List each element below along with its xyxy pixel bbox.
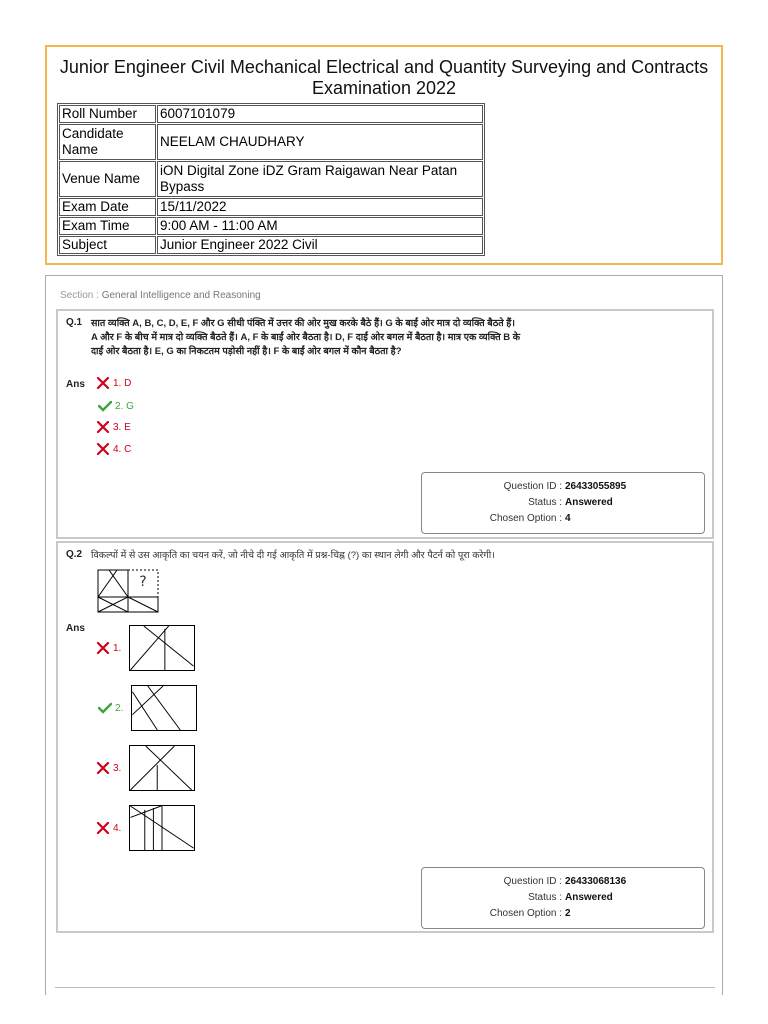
response-sheet xyxy=(45,275,723,995)
cross-mark-icon xyxy=(96,421,110,433)
roll-number-label: Roll Number xyxy=(59,105,156,123)
option-4 xyxy=(96,822,121,834)
question-id-value: 26433055895 xyxy=(565,481,627,492)
check-mark-icon xyxy=(98,400,112,412)
exam-time-value: 9:00 AM - 11:00 AM xyxy=(157,217,483,235)
venue-name-value: iON Digital Zone iDZ Gram Raigawan Near Patan Bypass xyxy=(157,161,483,197)
chosen-option-label: Chosen Option : xyxy=(489,513,562,524)
subject-value: Junior Engineer 2022 Civil xyxy=(157,236,483,254)
exam-date-label: Exam Date xyxy=(59,198,156,216)
question-number: Q.2 xyxy=(66,549,83,560)
option-1 xyxy=(96,377,131,389)
question-text: विकल्पों में से उस आकृति का चयन करें, जो नीचे दी गई आकृति में प्रश्न-चिह्न (?) का स्थान लेगी और पैटर्न को पूरा करेगी। xyxy=(91,550,495,561)
question-figure xyxy=(97,569,159,613)
status-label: Status : xyxy=(528,497,562,508)
question-id-label: Question ID : xyxy=(503,481,562,492)
question-text: सात व्यक्ति A, B, C, D, E, F और G सीधी पंक्ति में उत्तर की ओर मुख करके बैठे हैं। G के बाईं ओर मात्र दो व्यक्ति बैठते हैं। A और F के बीच में मात्र दो व्यक्ति बैठते हैं। A, F के बाईं ओर बैठता है। D, F दाईं ओर बगल में बैठता है। मात्र एक व्यक्ति B के दाईं ओर बैठता है। E, G का निकटतम पड़ोसी नहीं है। F के बाईं ओर बगल में कौन बैठता है? xyxy=(91,318,521,357)
candidate-details-table xyxy=(57,103,485,256)
option-2 xyxy=(98,702,123,714)
question-info-box xyxy=(421,867,705,929)
option-label: 4. xyxy=(113,822,122,834)
table-row xyxy=(59,105,483,123)
question-number: Q.1 xyxy=(66,317,83,328)
cross-mark-icon xyxy=(96,443,110,455)
status-value: Answered xyxy=(565,497,613,508)
exam-header-card xyxy=(45,45,723,265)
option-label: 1. xyxy=(113,642,122,654)
chosen-option-label: Chosen Option : xyxy=(489,908,562,919)
candidate-name-label: Candidate Name xyxy=(59,124,156,160)
option-label: 1. D xyxy=(113,377,132,389)
question-id-value: 26433068136 xyxy=(565,876,627,887)
option-4-figure xyxy=(129,805,195,851)
question-id-label: Question ID : xyxy=(503,876,562,887)
exam-title: Junior Engineer Civil Mechanical Electrical and Quantity Surveying and Contracts Examination 2022 xyxy=(59,57,709,98)
table-row xyxy=(59,124,483,160)
status-label: Status : xyxy=(528,892,562,903)
option-1-figure xyxy=(129,625,195,671)
cross-mark-icon xyxy=(96,822,110,834)
section-prefix: Section : xyxy=(60,290,99,301)
exam-date-value: 15/11/2022 xyxy=(157,198,483,216)
table-row xyxy=(59,217,483,235)
option-2-figure xyxy=(131,685,197,731)
option-label: 3. E xyxy=(113,421,131,433)
check-mark-icon xyxy=(98,702,112,714)
option-label: 2. G xyxy=(115,400,134,412)
option-4 xyxy=(96,443,131,455)
cross-mark-icon xyxy=(96,642,110,654)
option-3 xyxy=(96,421,131,433)
option-3-figure xyxy=(129,745,195,791)
section-name: General Intelligence and Reasoning xyxy=(101,290,261,301)
cross-mark-icon xyxy=(96,762,110,774)
option-1 xyxy=(96,642,121,654)
subject-label: Subject xyxy=(59,236,156,254)
chosen-option-value: 2 xyxy=(565,908,571,919)
candidate-name-value: NEELAM CHAUDHARY xyxy=(157,124,483,160)
table-row xyxy=(59,236,483,254)
answer-label: Ans xyxy=(66,379,85,390)
option-label: 4. C xyxy=(113,443,132,455)
answer-label: Ans xyxy=(66,623,85,634)
question-info-box xyxy=(421,472,705,534)
option-label: 3. xyxy=(113,762,122,774)
cross-mark-icon xyxy=(96,377,110,389)
option-2 xyxy=(98,400,134,412)
question-mark-symbol: ? xyxy=(139,574,147,590)
option-3 xyxy=(96,762,121,774)
question-panel-2 xyxy=(56,541,714,933)
venue-name-label: Venue Name xyxy=(59,161,156,197)
option-label: 2. xyxy=(115,702,124,714)
divider xyxy=(55,987,715,988)
chosen-option-value: 4 xyxy=(565,513,571,524)
status-value: Answered xyxy=(565,892,613,903)
question-panel-1 xyxy=(56,309,714,539)
table-row xyxy=(59,161,483,197)
exam-time-label: Exam Time xyxy=(59,217,156,235)
roll-number-value: 6007101079 xyxy=(157,105,483,123)
table-row xyxy=(59,198,483,216)
section-heading xyxy=(60,290,261,301)
